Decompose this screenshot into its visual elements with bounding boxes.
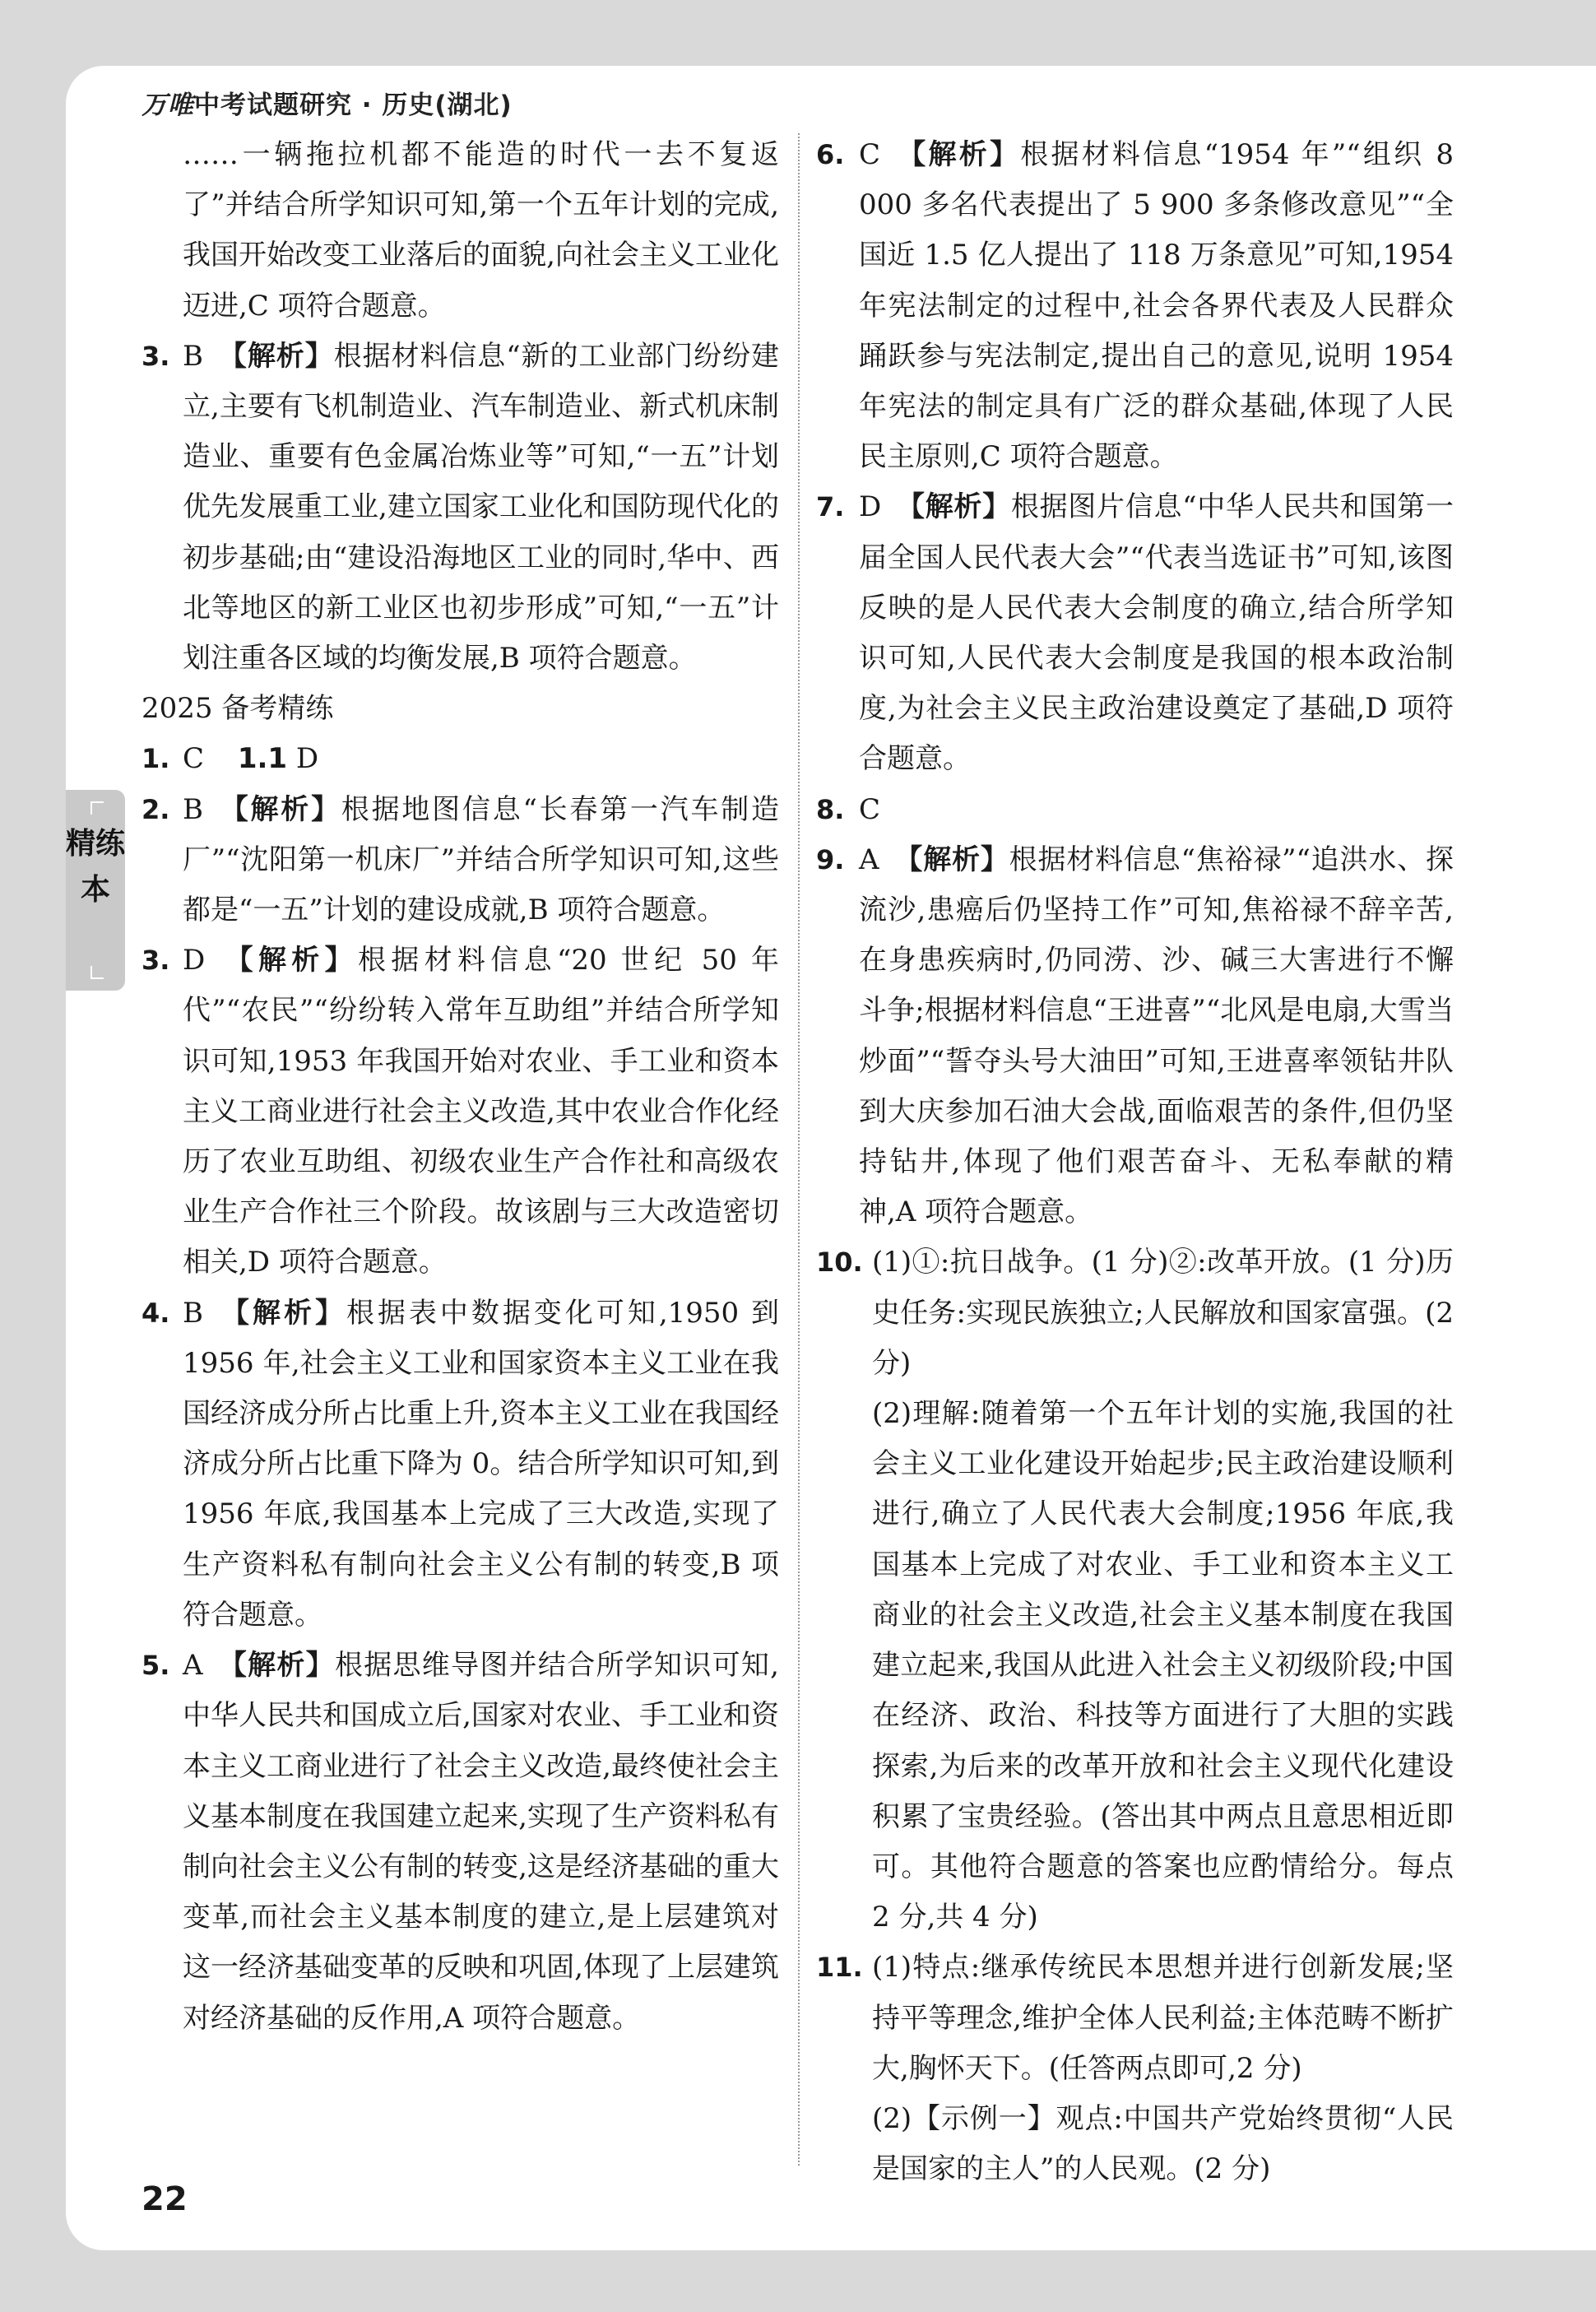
brand-logo: 万唯: [142, 91, 194, 120]
item-answer: D: [183, 944, 206, 977]
bracket-top-decoration: [90, 801, 104, 815]
item-number: 7.: [816, 491, 845, 523]
side-tab-label: 精练本: [66, 827, 126, 907]
item-answer: C: [183, 742, 205, 776]
item-explanation: 根据材料信息“新的工业部门纷纷建立,主要有飞机制造业、汽车制造业、新式机床制造业、重要有色金属冶炼业等”可知,“一五”计划优先发展重工业,建立国家工业化和国防现代化的初步基础;由“建设沿海地区工业的同时,华中、西北等地区的新工业区也初步形成”可知,“一五”计划注重各区域的均衡发展,B 项符合题意。: [183, 339, 779, 675]
header-title: 中考试题研究 · 历史(湖北): [194, 91, 513, 120]
answer-item-6: [816, 130, 1454, 482]
item-explanation: 根据材料信息“1954 年”“组织 8 000 多名代表提出了 5 900 多条修改意见”“全国近 1.5 亿人提出了 118 万条意见”可知,1954 年宪法制定的过程中,社会各界代表及人民群众踊跃参与宪法制定,提出自己的意见,说明 1954 年宪法的制定具有广泛的群众基础,体现了人民民主原则,C 项符合题意。: [859, 138, 1454, 474]
item-number: 3.: [142, 945, 170, 977]
item-explanation: 根据材料信息“20 世纪 50 年代”“农民”“纷纷转入常年互助组”并结合所学知识可知,1953 年我国开始对农业、手工业和资本主义工商业进行社会主义改造,其中农业合作化经历了农业互助组、初级农业生产合作社和高级农业生产合作社三个阶段。故该剧与三大改造密切相关,D 项符合题意。: [183, 944, 779, 1279]
left-column: [142, 130, 779, 2044]
right-column: [816, 130, 1454, 2194]
item-number: 8.: [816, 793, 845, 825]
item-answer: A: [859, 843, 879, 876]
item-explanation: 根据图片信息“中华人民共和国第一届全国人民代表大会”“代表当选证书”可知,该图反映的是人民代表大会制度的确立,结合所学知识可知,人民代表大会制度是我国的根本政治制度,为社会主义民主政治建设奠定了基础,D 项符合题意。: [859, 490, 1454, 776]
page-header: [142, 84, 513, 121]
answer-item-5: [142, 1641, 779, 2044]
analysis-tag: 【解析】: [896, 490, 1011, 524]
answer-item-10: [816, 1237, 1454, 1943]
analysis-tag: 【解析】: [895, 138, 1021, 171]
item-number: 5.: [142, 1650, 170, 1682]
item-explanation: 根据地图信息“长春第一汽车制造厂”“沈阳第一机床厂”并结合所学知识可知,这些都是“一五”计划的建设成就,B 项符合题意。: [183, 792, 780, 927]
item-explanation: 根据思维导图并结合所学知识可知,中华人民共和国成立后,国家对农业、手工业和资本主义工商业进行了社会主义改造,最终使社会主义基本制度在我国建立起来,实现了生产资料私有制向社会主义公有制的转变,这是经济基础的重大变革,而社会主义基本制度的建立,是上层建筑对这一经济基础变革的反映和巩固,体现了上层建筑对经济基础的反作用,A 项符合题意。: [183, 1649, 779, 2035]
item-number: 1.: [142, 743, 170, 775]
item-answer: D: [859, 490, 882, 524]
answer-item-3b: [142, 935, 779, 1288]
item-explanation: 根据材料信息“焦裕禄”“追洪水、探流沙,患癌后仍坚持工作”可知,焦裕禄不辞辛苦,在身患疾病时,仍同涝、沙、碱三大害进行不懈斗争;根据材料信息“王进喜”“北风是电扇,大雪当炒面”“誓夺头号大油田”可知,王进喜率领钻井队到大庆参加石油大会战,面临艰苦的条件,但仍坚持钻井,体现了他们艰苦奋斗、无私奉献的精神,A 项符合题意。: [859, 843, 1454, 1229]
continued-answer-text: ……一辆拖拉机都不能造的时代一去不复返了”并结合所学知识可知,第一个五年计划的完成,我国开始改变工业落后的面貌,向社会主义工业化迈进,C 项符合题意。: [183, 138, 779, 323]
answer-item-4: [142, 1288, 779, 1641]
item-number: 9.: [816, 843, 845, 875]
answer-item-2: [142, 785, 779, 936]
analysis-tag: 【解析】: [218, 1296, 346, 1330]
item-number: 6.: [816, 139, 845, 170]
section-title: 2025 备考精练: [142, 692, 334, 726]
item-answer: A: [183, 1649, 203, 1683]
analysis-tag: 【解析】: [893, 843, 1009, 876]
side-tab: [66, 790, 125, 991]
bracket-bottom-decoration: [90, 966, 104, 979]
sub-item-answer: D: [295, 742, 319, 776]
item-answer: C: [859, 138, 881, 171]
sub-item-number: 1.1: [237, 742, 288, 776]
item-explanation: 根据表中数据变化可知,1950 到 1956 年,社会主义工业和国家资本主义工业在我国经济成分所占比重上升,资本主义工业在我国经济成分所占比重下降为 0。结合所学知识可知,到 1956 年底,我国基本上完成了三大改造,实现了生产资料私有制向社会主义公有制的转变,B 项符合题意。: [183, 1296, 779, 1632]
answer-item-7: [816, 482, 1454, 784]
item-number: 3.: [142, 340, 170, 372]
item-answer: C: [859, 792, 881, 826]
item-number: 11.: [816, 1952, 863, 1984]
answer-item-3a: [142, 332, 779, 684]
item-answer: B: [183, 1296, 203, 1330]
answer-item-11: [816, 1943, 1454, 2194]
item-number: 4.: [142, 1297, 170, 1329]
item-number: 2.: [142, 793, 170, 825]
answer-item-9: [816, 835, 1454, 1238]
page-number: 22: [142, 2180, 188, 2218]
analysis-tag: 【解析】: [217, 1649, 335, 1683]
analysis-tag: 【解析】: [220, 944, 358, 977]
analysis-tag: 【解析】: [218, 792, 341, 826]
sub-answer-2: (2)【示例一】观点:中国共产党始终贯彻“人民是国家的主人”的人民观。(2 分): [872, 2101, 1454, 2186]
analysis-tag: 【解析】: [218, 339, 334, 373]
item-answer: B: [183, 792, 203, 826]
answer-item-8: [816, 785, 1454, 835]
sub-answer-1: (1)特点:继承传统民本思想并进行创新发展;坚持平等理念,维护全体人民利益;主体范畴不断扩大,胸怀天下。(任答两点即可,2 分): [872, 1951, 1454, 2085]
item-answer: B: [183, 339, 203, 373]
sub-answer-2: (2)理解:随着第一个五年计划的实施,我国的社会主义工业化建设开始起步;民主政治建设顺利进行,确立了人民代表大会制度;1956 年底,我国基本上完成了对农业、手工业和资本主义工商业的社会主义改造,社会主义基本制度在我国建立起来,我国从此进入社会主义初级阶段;中国在经济、政治、科技等方面进行了大胆的实践探索,为后来的改革开放和社会主义现代化建设积累了宝贵经验。(答出其中两点且意思相近即可。其他符合题意的答案也应酌情给分。每点 2 分,共 4 分): [872, 1397, 1454, 1934]
column-divider: [798, 133, 800, 2166]
sub-answer-1: (1)①:抗日战争。(1 分)②:改革开放。(1 分)历史任务:实现民族独立;人民解放和国家富强。(2 分): [872, 1246, 1454, 1380]
answer-item-1: [142, 734, 779, 784]
item-number: 10.: [816, 1247, 863, 1279]
